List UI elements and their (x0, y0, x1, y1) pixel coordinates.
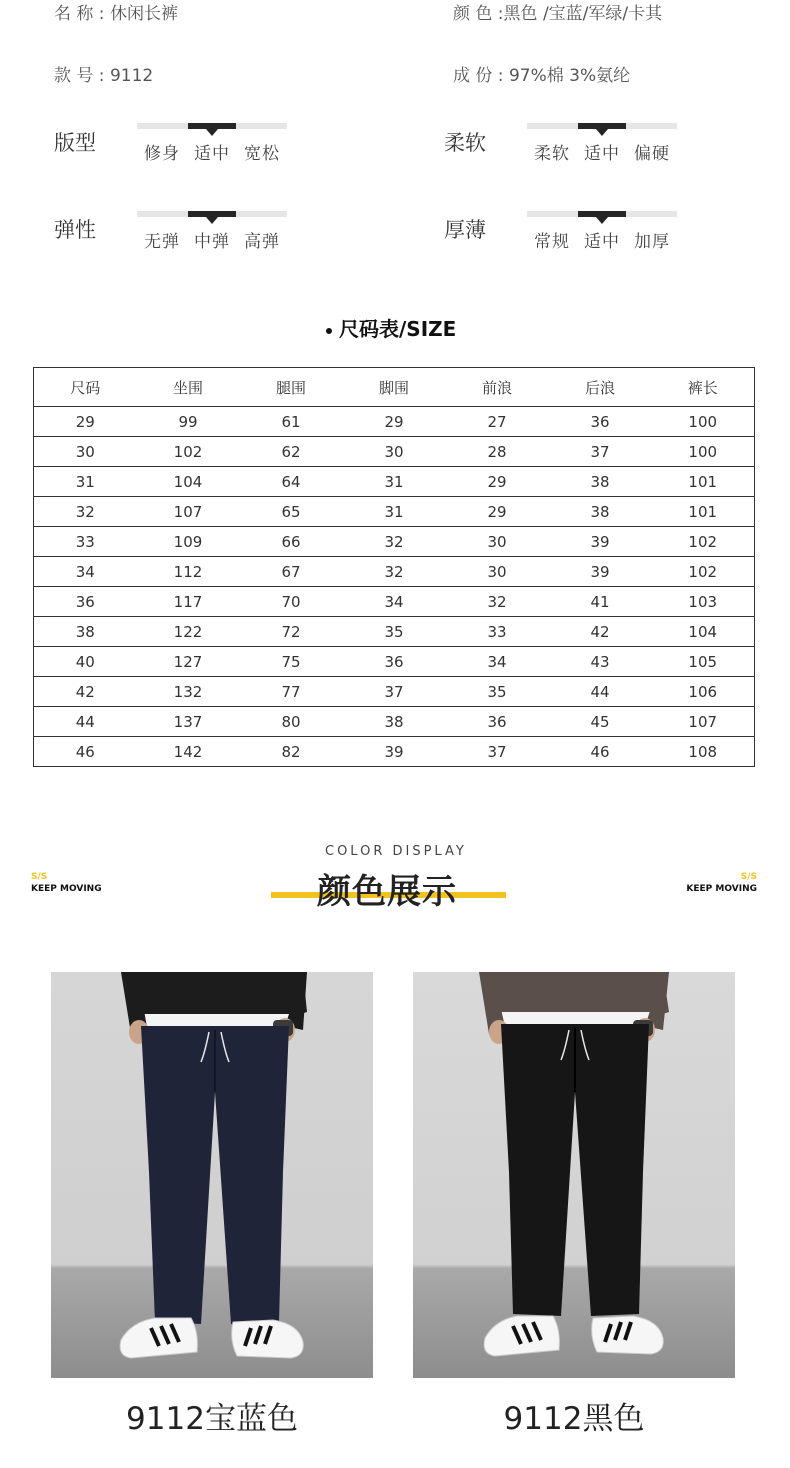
size-table-header-cell: 裤长 (652, 368, 755, 407)
table-cell: 35 (343, 617, 446, 647)
product-style-number: 款 号 : 9112 (54, 66, 154, 86)
scale-option: 适中 (584, 144, 620, 164)
caption-black: 9112黑色 (503, 1401, 645, 1437)
table-cell: 27 (446, 407, 549, 437)
size-table-header-cell: 尺码 (34, 368, 137, 407)
size-table-header-cell: 前浪 (446, 368, 549, 407)
table-cell: 127 (137, 647, 240, 677)
table-cell: 106 (652, 677, 755, 707)
pants-illustration (51, 972, 373, 1378)
attribute-scale (137, 211, 287, 271)
scale-option: 无弹 (144, 232, 180, 252)
table-cell: 36 (343, 647, 446, 677)
table-cell: 36 (446, 707, 549, 737)
table-cell: 82 (240, 737, 343, 767)
table-cell: 100 (652, 407, 755, 437)
attribute-label: 厚薄 (444, 218, 486, 242)
table-cell: 72 (240, 617, 343, 647)
scale-marker-icon (596, 129, 608, 136)
table-cell: 61 (240, 407, 343, 437)
table-cell: 101 (652, 467, 755, 497)
table-cell: 37 (446, 737, 549, 767)
table-cell: 100 (652, 437, 755, 467)
table-cell: 66 (240, 527, 343, 557)
table-cell: 104 (137, 467, 240, 497)
table-cell: 28 (446, 437, 549, 467)
table-cell: 122 (137, 617, 240, 647)
table-cell: 36 (34, 587, 137, 617)
table-cell: 132 (137, 677, 240, 707)
table-row (34, 587, 755, 617)
table-row (34, 497, 755, 527)
attribute-label: 版型 (54, 131, 96, 155)
size-table-header-cell: 腿围 (240, 368, 343, 407)
table-row (34, 677, 755, 707)
keep-moving-tag-right (683, 871, 757, 895)
size-table-title-text: 尺码表/SIZE (339, 317, 457, 341)
table-cell: 107 (137, 497, 240, 527)
table-cell: 44 (34, 707, 137, 737)
table-cell: 99 (137, 407, 240, 437)
table-cell: 70 (240, 587, 343, 617)
table-cell: 30 (343, 437, 446, 467)
table-cell: 105 (652, 647, 755, 677)
size-table-title (326, 313, 456, 342)
table-cell: 29 (446, 497, 549, 527)
table-row (34, 737, 755, 767)
table-cell: 39 (549, 557, 652, 587)
table-cell: 101 (652, 497, 755, 527)
table-cell: 142 (137, 737, 240, 767)
table-cell: 32 (343, 557, 446, 587)
attribute-scale (137, 123, 287, 183)
table-row (34, 647, 755, 677)
table-row (34, 437, 755, 467)
table-row (34, 617, 755, 647)
table-cell: 37 (343, 677, 446, 707)
scale-option: 常规 (534, 232, 570, 252)
table-cell: 112 (137, 557, 240, 587)
size-table-header-cell: 后浪 (549, 368, 652, 407)
table-cell: 75 (240, 647, 343, 677)
scale-option: 修身 (144, 144, 180, 164)
table-cell: 42 (549, 617, 652, 647)
table-cell: 33 (446, 617, 549, 647)
scale-marker-icon (596, 217, 608, 224)
table-cell: 33 (34, 527, 137, 557)
color-display-cn-title: 颜色展示 (317, 872, 457, 912)
product-colors: 颜 色 :黑色 /宝蓝/军绿/卡其 (453, 4, 663, 24)
table-cell: 117 (137, 587, 240, 617)
table-cell: 42 (34, 677, 137, 707)
pants-illustration (413, 972, 735, 1378)
table-cell: 46 (34, 737, 137, 767)
season-tag: S/S (31, 872, 48, 882)
size-table-body (34, 407, 755, 767)
table-cell: 40 (34, 647, 137, 677)
scale-marker-icon (206, 129, 218, 136)
caption-royal-blue: 9112宝蓝色 (126, 1401, 298, 1437)
table-cell: 38 (343, 707, 446, 737)
table-cell: 46 (549, 737, 652, 767)
table-cell: 31 (34, 467, 137, 497)
table-cell: 32 (34, 497, 137, 527)
table-cell: 30 (34, 437, 137, 467)
scale-option: 高弹 (244, 232, 280, 252)
attribute-label: 弹性 (54, 218, 96, 242)
scale-option: 加厚 (634, 232, 670, 252)
scale-option: 偏硬 (634, 144, 670, 164)
bullet-dot (326, 328, 332, 334)
table-cell: 31 (343, 467, 446, 497)
season-tag: S/S (740, 872, 757, 882)
table-cell: 102 (652, 557, 755, 587)
table-cell: 67 (240, 557, 343, 587)
table-row (34, 527, 755, 557)
table-cell: 30 (446, 527, 549, 557)
table-row (34, 557, 755, 587)
table-cell: 44 (549, 677, 652, 707)
size-table (33, 367, 755, 767)
attribute-scale (527, 211, 677, 271)
table-cell: 38 (34, 617, 137, 647)
keep-moving-tag-left (31, 871, 102, 895)
size-table-header (34, 368, 755, 407)
product-photo-black (413, 972, 735, 1378)
table-cell: 65 (240, 497, 343, 527)
table-cell: 34 (446, 647, 549, 677)
scale-option: 中弹 (194, 232, 230, 252)
table-cell: 64 (240, 467, 343, 497)
table-cell: 104 (652, 617, 755, 647)
table-cell: 102 (137, 437, 240, 467)
table-cell: 43 (549, 647, 652, 677)
scale-marker-icon (206, 217, 218, 224)
table-cell: 34 (343, 587, 446, 617)
table-cell: 80 (240, 707, 343, 737)
attribute-scale (527, 123, 677, 183)
table-cell: 41 (549, 587, 652, 617)
keep-moving-text: KEEP MOVING (686, 884, 757, 894)
table-cell: 30 (446, 557, 549, 587)
scale-option: 宽松 (244, 144, 280, 164)
table-cell: 39 (549, 527, 652, 557)
table-cell: 29 (343, 407, 446, 437)
table-cell: 39 (343, 737, 446, 767)
table-row (34, 467, 755, 497)
attribute-label: 柔软 (444, 131, 486, 155)
size-table-header-cell: 脚围 (343, 368, 446, 407)
table-cell: 31 (343, 497, 446, 527)
keep-moving-text: KEEP MOVING (31, 884, 102, 894)
table-cell: 34 (34, 557, 137, 587)
size-table-header-cell: 坐围 (137, 368, 240, 407)
table-cell: 62 (240, 437, 343, 467)
table-cell: 38 (549, 497, 652, 527)
product-material: 成 份 : 97%棉 3%氨纶 (453, 66, 631, 86)
table-cell: 77 (240, 677, 343, 707)
scale-option: 柔软 (534, 144, 570, 164)
scale-option: 适中 (584, 232, 620, 252)
product-name: 名 称 : 休闲长裤 (54, 4, 178, 24)
product-photo-royal-blue (51, 972, 373, 1378)
table-cell: 29 (34, 407, 137, 437)
table-cell: 32 (343, 527, 446, 557)
table-cell: 32 (446, 587, 549, 617)
table-cell: 37 (549, 437, 652, 467)
table-cell: 107 (652, 707, 755, 737)
table-cell: 109 (137, 527, 240, 557)
table-cell: 102 (652, 527, 755, 557)
table-row (34, 707, 755, 737)
table-cell: 45 (549, 707, 652, 737)
table-cell: 103 (652, 587, 755, 617)
table-cell: 35 (446, 677, 549, 707)
color-display-en-title: COLOR DISPLAY (325, 844, 467, 859)
scale-option: 适中 (194, 144, 230, 164)
table-cell: 137 (137, 707, 240, 737)
table-cell: 36 (549, 407, 652, 437)
table-row (34, 407, 755, 437)
table-cell: 108 (652, 737, 755, 767)
table-cell: 29 (446, 467, 549, 497)
table-cell: 38 (549, 467, 652, 497)
